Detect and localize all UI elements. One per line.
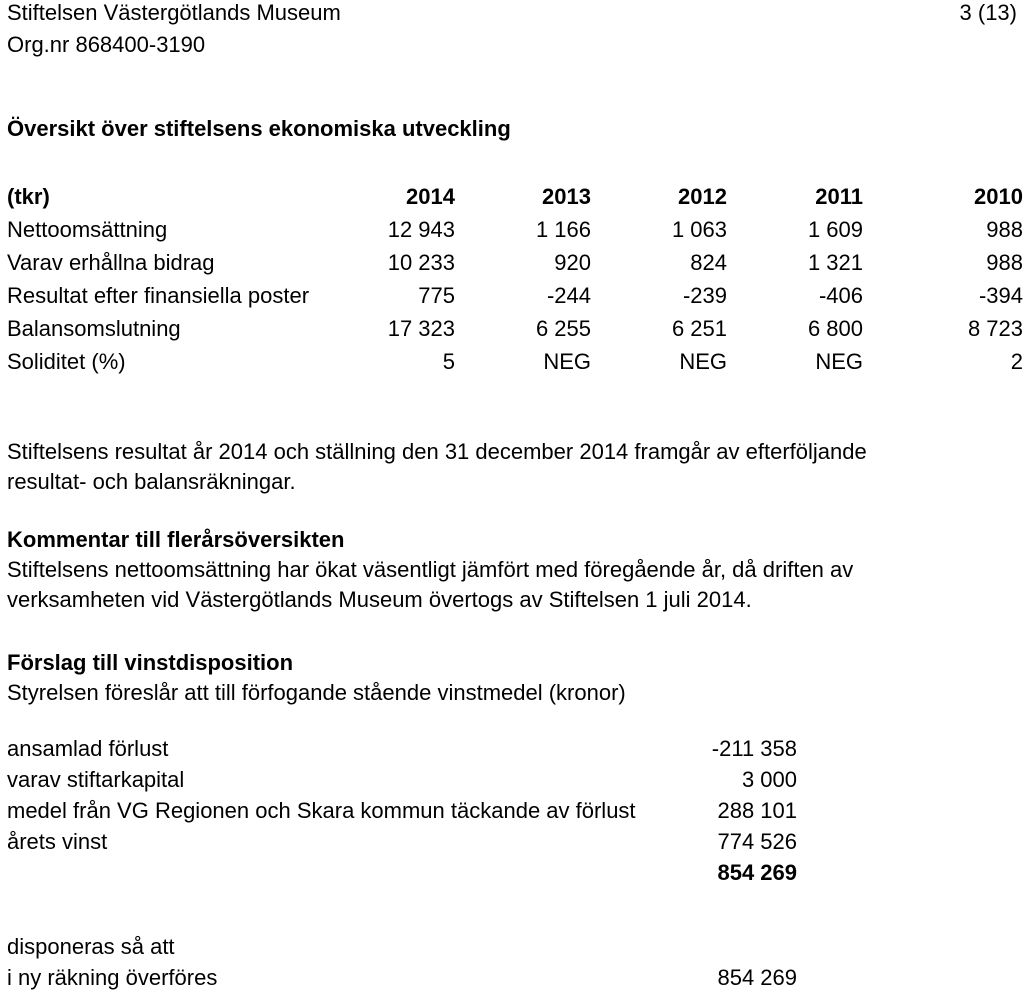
- cell-value: 920: [554, 249, 591, 275]
- cell-value: 3 000: [741, 766, 797, 792]
- cell-value: 288 101: [717, 797, 797, 823]
- cell-value: 1 609: [807, 216, 863, 242]
- cell-value: NEG: [543, 348, 591, 374]
- table-row: [7, 213, 1023, 246]
- table-row: [7, 764, 797, 795]
- carry-forward-value: 854 269: [717, 964, 797, 990]
- cell-value: 6 251: [671, 315, 727, 341]
- year-header: 2014: [406, 183, 455, 209]
- comment-line: verksamheten vid Västergötlands Museum övertogs av Stiftelsen 1 juli 2014.: [7, 587, 752, 612]
- comment-section: [7, 525, 1007, 615]
- organization-name: Stiftelsen Västergötlands Museum: [7, 0, 341, 25]
- proposal-section: [7, 648, 1007, 708]
- financial-overview-table: [7, 180, 1023, 378]
- cell-value: 6 800: [807, 315, 863, 341]
- table-header-row: [7, 180, 1023, 213]
- total-value: 854 269: [717, 859, 797, 885]
- year-header: 2013: [542, 183, 591, 209]
- table-row: [7, 931, 797, 962]
- table-row: [7, 246, 1023, 279]
- row-label: varav stiftarkapital: [7, 766, 185, 792]
- cell-value: 12 943: [387, 216, 455, 242]
- cell-value: 1 321: [807, 249, 863, 275]
- result-paragraph: [7, 437, 1007, 497]
- cell-value: -239: [682, 282, 727, 308]
- row-label: Varav erhållna bidrag: [7, 249, 215, 275]
- row-label: årets vinst: [7, 828, 108, 854]
- spacer-cell: [697, 888, 797, 931]
- cell-value: 8 723: [967, 315, 1023, 341]
- cell-value: 775: [418, 282, 455, 308]
- overview-heading: Översikt över stiftelsens ekonomiska utveckling: [7, 116, 511, 141]
- cell-value: 10 233: [387, 249, 455, 275]
- year-header: 2012: [678, 183, 727, 209]
- table-row: [7, 826, 797, 857]
- row-label: Resultat efter finansiella poster: [7, 282, 310, 308]
- spacer-cell: [7, 888, 697, 931]
- proposal-heading: Förslag till vinstdisposition: [7, 650, 294, 675]
- cell-value: NEG: [815, 348, 863, 374]
- comment-line: Stiftelsens nettoomsättning har ökat väsentligt jämfört med föregående år, då driften av: [7, 557, 854, 582]
- cell-value: 5: [442, 348, 455, 374]
- organization-number: Org.nr 868400-3190: [7, 32, 206, 57]
- row-label: medel från VG Regionen och Skara kommun täckande av förlust: [7, 797, 636, 823]
- spacer-row: [7, 888, 797, 931]
- table-row: [7, 312, 1023, 345]
- dispose-label: disponeras så att: [7, 933, 175, 959]
- row-label: Nettoomsättning: [7, 216, 168, 242]
- year-header: 2011: [815, 183, 863, 209]
- row-label: ansamlad förlust: [7, 735, 169, 761]
- cell-value: -394: [978, 282, 1023, 308]
- row-label: Balansomslutning: [7, 315, 181, 341]
- cell-value: -244: [546, 282, 591, 308]
- cell-value: -406: [818, 282, 863, 308]
- cell-value: NEG: [679, 348, 727, 374]
- year-header: 2010: [974, 183, 1023, 209]
- table-row: [7, 279, 1023, 312]
- table-row: [7, 733, 797, 764]
- cell-value: 2: [1010, 348, 1023, 374]
- cell-value: 774 526: [717, 828, 797, 854]
- unit-label: (tkr): [7, 183, 50, 209]
- cell-value: 6 255: [535, 315, 591, 341]
- disposition-table: [7, 733, 797, 993]
- total-row: [7, 857, 797, 888]
- result-line: resultat- och balansräkningar.: [7, 469, 296, 494]
- page-number: 3 (13): [959, 0, 1017, 25]
- cell-value-empty: [697, 931, 797, 962]
- total-label-empty: [7, 857, 697, 888]
- cell-value: 1 166: [535, 216, 591, 242]
- carry-forward-label: i ny räkning överföres: [7, 964, 218, 990]
- cell-value: 17 323: [387, 315, 455, 341]
- table-row: [7, 345, 1023, 378]
- result-line: Stiftelsens resultat år 2014 och ställning den 31 december 2014 framgår av efterföljande: [7, 439, 867, 464]
- cell-value: 988: [986, 249, 1023, 275]
- cell-value: -211 358: [711, 735, 797, 761]
- row-label: Soliditet (%): [7, 348, 126, 374]
- cell-value: 824: [690, 249, 727, 275]
- cell-value: 988: [986, 216, 1023, 242]
- proposal-intro: Styrelsen föreslår att till förfogande stående vinstmedel (kronor): [7, 680, 626, 705]
- comment-heading: Kommentar till flerårsöversikten: [7, 527, 345, 552]
- cell-value: 1 063: [671, 216, 727, 242]
- table-row: [7, 795, 797, 826]
- table-row: [7, 962, 797, 993]
